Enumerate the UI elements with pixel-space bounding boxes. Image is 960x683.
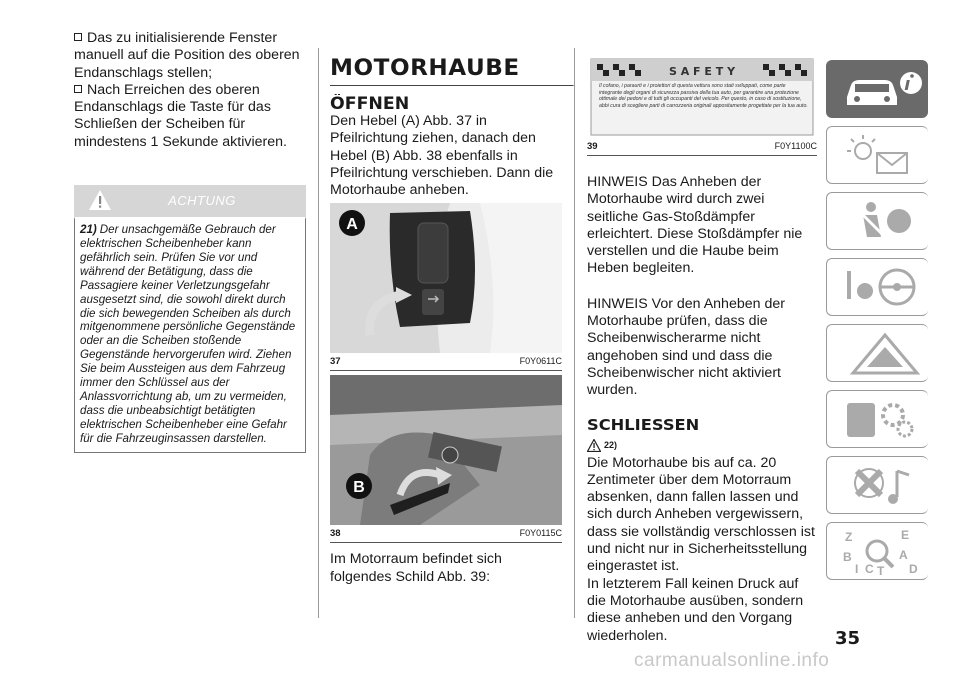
tab-index[interactable] [826, 522, 928, 580]
service-gears-icon [841, 395, 929, 445]
figure-39-caption [587, 141, 817, 156]
warning-lights-icon [841, 131, 929, 181]
warning-triangle-icon [587, 439, 601, 452]
close-instructions: Die Motorhaube bis auf ca. 20 Zentimeter über dem Motorraum absenken, dann fallen lassen und sich durch Anheben vergewissern, dass sie vollständig verschlossen ist und nicht nur in Sicherheitsstellung eingerastet ist. [587, 454, 815, 575]
tab-vehicle-info[interactable] [826, 60, 928, 118]
checkbox-bullet-icon [74, 33, 82, 41]
breakdown-triangle-icon [841, 329, 929, 379]
steering-wheel-icon [841, 263, 929, 313]
middle-column [330, 0, 562, 586]
svg-text:D: D [909, 562, 918, 576]
tab-multimedia[interactable] [826, 456, 928, 514]
svg-text:I: I [855, 562, 859, 576]
tab-safety[interactable] [826, 192, 928, 250]
figure-37-label: A [346, 216, 358, 234]
figure-37-code: F0Y0611C [519, 356, 562, 367]
bullet-item-2: Nach Erreichen des oberen Endanschlags die Taste für das Schließen der Scheiben für mindestens 1 Sekunde aktivieren. [74, 81, 287, 150]
warning-title: ACHTUNG [168, 193, 236, 209]
tab-warning-lights[interactable] [826, 126, 928, 184]
safety-label-image [587, 55, 817, 138]
figure-38 [330, 375, 562, 525]
svg-text:E: E [901, 528, 910, 542]
svg-text:A: A [899, 548, 908, 562]
safety-label-text: Il cofano, i paraurti e i proiettori di questa vettura sono stati sviluppati, come parte integrante degli organi di sicurezza passiva della tua auto, per garantire una protezione ottimale dei pedoni e di tutti gli occupanti del veicolo. Per questo, in caso di sostituzione, abbi cura di scegliere parti di carrozzeria originali appositamente progettate per la tua auto. [599, 83, 808, 109]
chapter-tabs [826, 60, 928, 588]
airbag-seatbelt-icon [841, 197, 929, 247]
car-info-icon [841, 65, 929, 115]
column-divider [318, 48, 319, 618]
left-column [74, 30, 306, 453]
svg-text:T: T [877, 564, 885, 577]
tab-maintenance[interactable] [826, 390, 928, 448]
figure-37-number: 37 [330, 356, 341, 368]
warning-body [74, 217, 306, 453]
multimedia-icon [841, 461, 929, 511]
warning-ref: 21) [80, 223, 97, 237]
column-divider [574, 48, 575, 618]
subsection-title: ÖFFNEN [330, 94, 410, 113]
warning-header [74, 185, 306, 217]
label-reference: Im Motorraum befindet sich folgendes Schild Abb. 39: [330, 551, 502, 585]
note-wipers: HINWEIS Vor den Anheben der Motorhaube prüfen, dass die Scheibenwischerarme nicht angehoben sind und dass die Scheibenwischer nicht aktiviert wurden. [587, 295, 785, 399]
watermark: carmanualsonline.info [634, 650, 830, 671]
section-title: MOTORHAUBE [330, 56, 574, 86]
figure-37 [330, 203, 562, 353]
open-instructions: Den Hebel (A) Abb. 37 in Pfeilrichtung ziehen, danach den Hebel (B) Abb. 38 ebenfalls in Pfeilrichtung verschieben. Dann die Motorhaube anheben. [330, 113, 554, 199]
figure-39 [587, 55, 817, 138]
figure-39-code: F0Y1100C [774, 141, 817, 151]
svg-text:Z: Z [845, 530, 853, 544]
figure-38-number: 38 [330, 528, 341, 540]
figure-38-code: F0Y0115C [519, 528, 562, 539]
svg-text:B: B [843, 550, 852, 564]
tab-emergency[interactable] [826, 324, 928, 382]
tab-starting-driving[interactable] [826, 258, 928, 316]
figure-38-caption [330, 528, 562, 543]
figure-38-label: B [353, 479, 365, 497]
close-warning-ref: 22) [587, 439, 817, 455]
hood-lever-b-image [330, 375, 562, 525]
right-column [587, 55, 817, 645]
figure-37-caption [330, 356, 562, 371]
safety-banner: S A F E T Y [668, 65, 736, 78]
close-section-title: SCHLIESSEN [587, 415, 700, 434]
checkbox-bullet-icon [74, 85, 82, 93]
close-repeat-instructions: In letzterem Fall keinen Druck auf die Motorhaube ausüben, sondern diese anheben und den Vorgang wiederholen. [587, 575, 804, 644]
warning-text: Der unsachgemäße Gebrauch der elektrischen Scheibenheber kann gefährlich sein. Prüfen Sie vor und während der Betätigung, dass die Passagiere keiner Verletzungsgefahr ausgesetzt sind, die sowohl direkt durch die sich bewegenden Scheiben als durch mitgenommene persönliche Gegenstände oder an die Scheiben stoßende Gegenstände hervorgerufen wird. Ziehen Sie beim Aussteigen aus dem Fahrzeug immer den Schlüssel aus der Anlassvorrichtung ab, um zu vermeiden, dass die unbeabsichtigt betätigten elektrischen Scheibenheber eine Gefahr für die Fahrzeuginsassen darstellen. [80, 223, 296, 445]
note-gas-struts: HINWEIS Das Anheben der Motorhaube wird durch zwei seitliche Gas-Stoßdämpfer erleichtert. Diese Stoßdämpfer nie verstellen und die Haube beim Heben begleiten. [587, 174, 803, 277]
svg-text:C: C [865, 562, 874, 576]
page-number: 35 [835, 628, 861, 649]
hood-lever-a-image [330, 203, 562, 353]
bullet-item-1: Das zu initialisierende Fenster manuell auf die Position des oberen Endanschlags stellen; [74, 30, 300, 81]
figure-39-number: 39 [587, 141, 598, 152]
index-search-icon [841, 527, 929, 577]
